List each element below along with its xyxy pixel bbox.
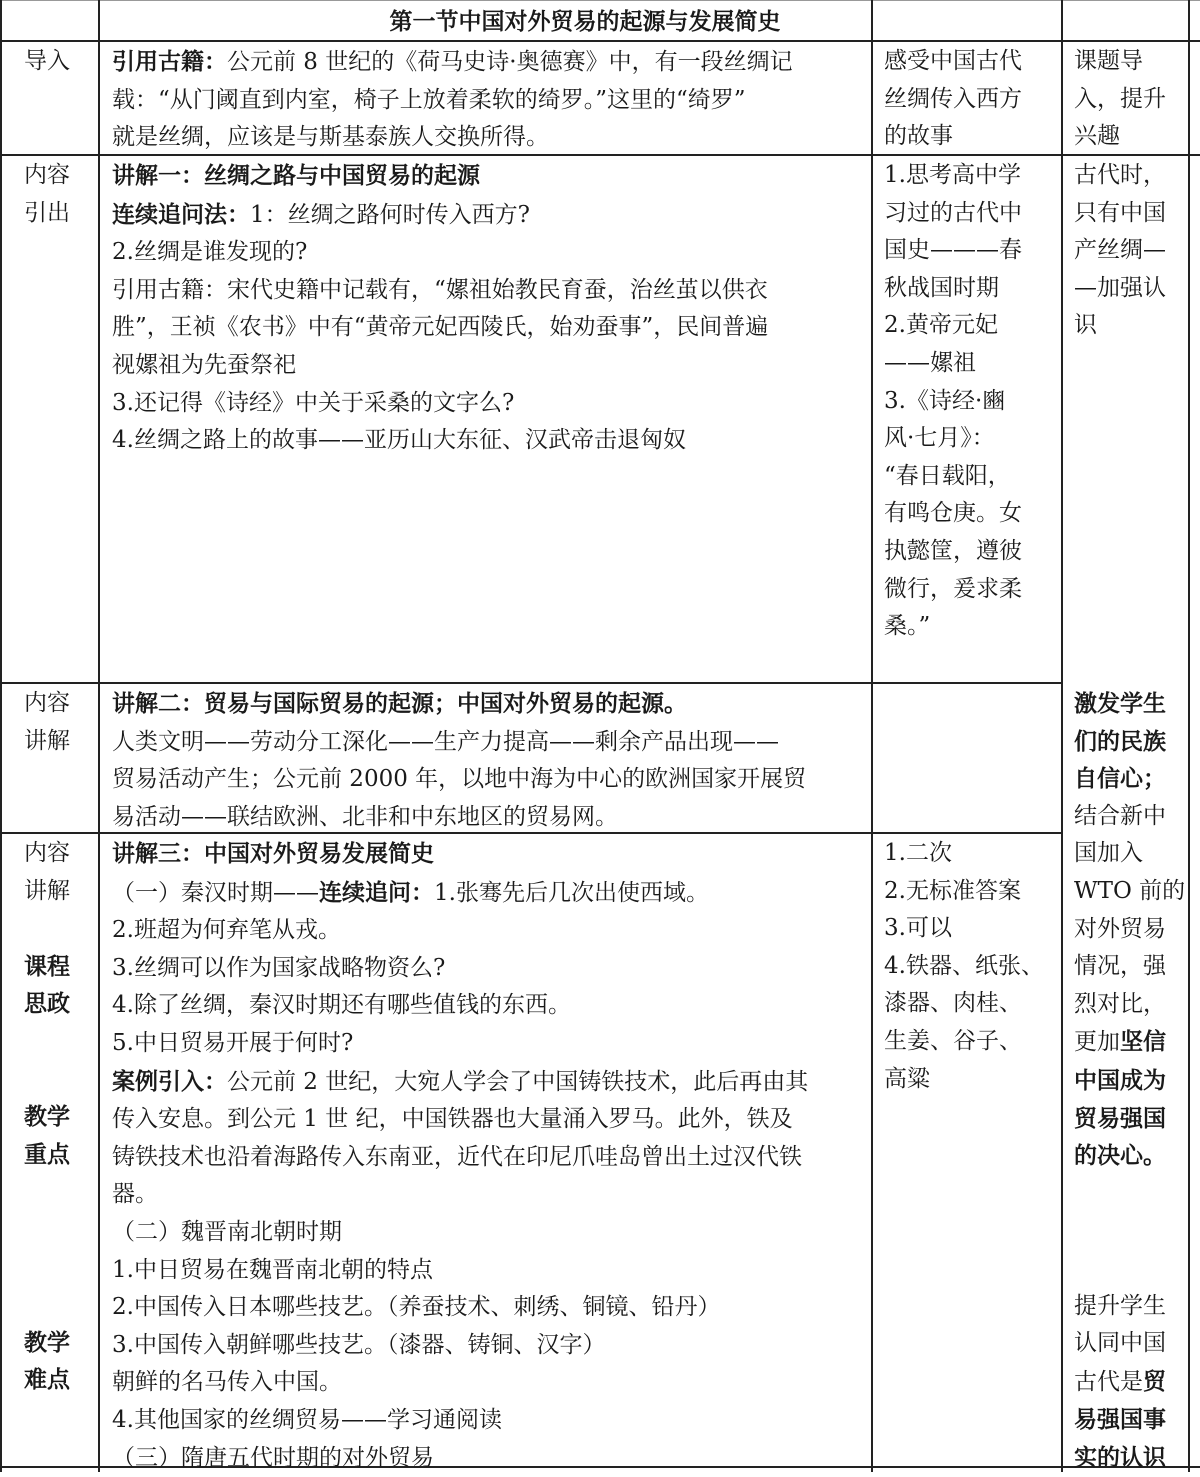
content-line: 2.中国传入日本哪些技艺。（养蚕技术、刺绣、铜镜、铅丹）: [112, 1289, 808, 1327]
content-line: 器。: [112, 1176, 808, 1214]
content-line: 易活动——联结欧洲、北非和中东地区的贸易网。: [112, 799, 806, 837]
content-line: 朝鲜的名马传入中国。: [112, 1364, 808, 1402]
lecture2-content: [112, 685, 806, 836]
content-line: （三）隋唐五代时期的对外贸易: [112, 1440, 808, 1477]
table-border-top: [0, 0, 1200, 1]
lead-label: 内容 引出: [24, 157, 70, 232]
content-line: （一）秦汉时期——连续追问：1.张骞先后几次出使西域。: [112, 874, 808, 913]
content-line: 4.丝绸之路上的故事——亚历山大东征、汉武帝击退匈奴: [112, 422, 768, 460]
content-line: 讲解一：丝绸之路与中国贸易的起源: [112, 157, 768, 196]
content-line: 连续追问法：1：丝绸之路何时传入西方?: [112, 196, 768, 235]
lead-purpose: 古代时， 只有中国 产丝绸— —加强认 识: [1074, 157, 1166, 345]
intro-content: [112, 43, 793, 157]
table-rule: [871, 0, 873, 1472]
content-line: 案例引入：公元前 2 世纪，大宛人学会了中国铸铁技术，此后再由其: [112, 1063, 808, 1102]
lecture3-activity: 1.二次 2.无标准答案 3.可以 4.铁器、纸张、 漆器、肉桂、 生姜、谷子、 高粱: [884, 835, 1044, 1098]
lecture-purpose: 激发学生 们的民族 自信心； 结合新中 国加入 WTO 前的 对外贸易 情况，强 烈对比， 更加坚信 中国成为 贸易强国 的决心。 提升学生 认同中国 古代是贸 易强国事 实的认识: [1074, 685, 1185, 1476]
content-line: 2.丝绸是谁发现的?: [112, 234, 768, 272]
content-line: 视嫘祖为先蚕祭祀: [112, 347, 768, 385]
content-line: （二）魏晋南北朝时期: [112, 1214, 808, 1252]
table-rule: [0, 0, 2, 1472]
intro-label: 导入: [24, 43, 70, 81]
content-line: 3.中国传入朝鲜哪些技艺。（漆器、铸铜、汉字）: [112, 1327, 808, 1365]
content-line: 1.中日贸易在魏晋南北朝的特点: [112, 1252, 808, 1290]
content-line: 传入安息。到公元 1 世 纪，中国铁器也大量涌入罗马。此外，铁及: [112, 1101, 808, 1139]
lecture3-label: 内容 讲解 课程 思政 教学 重点 教学 难点: [24, 835, 70, 1399]
purpose-mixed-line: 古代是贸: [1074, 1363, 1185, 1402]
table-rule: [1188, 0, 1190, 1472]
content-line: 胜”，王祯《农书》中有“黄帝元妃西陵氏，始劝蚕事”，民间普遍: [112, 309, 768, 347]
intro-activity: 感受中国古代 丝绸传入西方 的故事: [884, 43, 1022, 156]
purpose-mixed-line: 更加坚信: [1074, 1023, 1185, 1062]
content-line: 4.除了丝绸，秦汉时期还有哪些值钱的东西。: [112, 987, 808, 1025]
lecture2-label: 内容 讲解: [24, 685, 70, 760]
content-line: 讲解二：贸易与国际贸易的起源；中国对外贸易的起源。: [112, 685, 806, 724]
content-line: 5.中日贸易开展于何时?: [112, 1025, 808, 1063]
content-line: 人类文明——劳动分工深化——生产力提高——剩余产品出现——: [112, 724, 806, 762]
content-line: 引用古籍：公元前 8 世纪的《荷马史诗·奥德赛》中，有一段丝绸记: [112, 43, 793, 82]
content-line: 载：“从门阈直到内室，椅子上放着柔软的绮罗。”这里的“绮罗”: [112, 82, 793, 120]
lead-content: [112, 157, 768, 460]
content-line: 贸易活动产生；公元前 2000 年，以地中海为中心的欧洲国家开展贸: [112, 761, 806, 799]
content-line: 引用古籍：宋代史籍中记载有，“嫘祖始教民育蚕，治丝茧以供衣: [112, 272, 768, 310]
table-rule: [1061, 0, 1063, 1472]
table-rule: [0, 682, 1063, 684]
intro-purpose: 课题导 入，提升 兴趣: [1074, 43, 1166, 156]
table-rule: [98, 0, 100, 1472]
lecture3-content: [112, 835, 808, 1477]
content-line: 4.其他国家的丝绸贸易——学习通阅读: [112, 1402, 808, 1440]
content-line: 2.班超为何弃笔从戎。: [112, 912, 808, 950]
content-line: 3.还记得《诗经》中关于采桑的文字么?: [112, 385, 768, 423]
content-line: 就是丝绸，应该是与斯基泰族人交换所得。: [112, 119, 793, 157]
lead-activity: 1.思考高中学 习过的古代中 国史———春 秋战国时期 2.黄帝元妃 ——嫘祖 3.《诗经·豳 风·七月》： “春日载阳， 有鸣仓庚。女 执懿筐，遵彼 微行，爰求柔 桑。”: [884, 157, 1022, 646]
section-title: 第一节中国对外贸易的起源与发展简史: [100, 3, 1070, 41]
content-line: 铸铁技术也沿着海路传入东南亚，近代在印尼爪哇岛曾出土过汉代铁: [112, 1139, 808, 1177]
content-line: 讲解三：中国对外贸易发展简史: [112, 835, 808, 874]
content-line: 3.丝绸可以作为国家战略物资么?: [112, 950, 808, 988]
